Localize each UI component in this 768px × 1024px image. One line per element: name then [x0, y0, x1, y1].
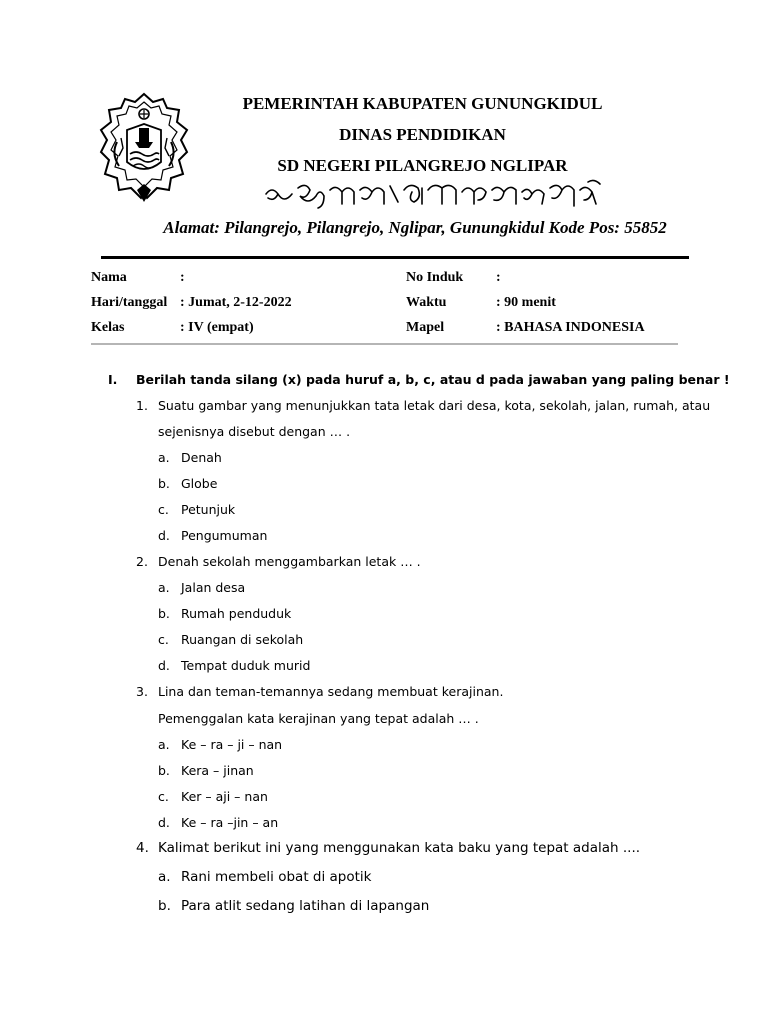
nama-label: Nama: [91, 270, 127, 285]
option-text: Ke – ra – ji – nan: [181, 737, 283, 752]
option-text: Tempat duduk murid: [181, 658, 311, 673]
javanese-script-school-name: [262, 176, 607, 218]
school-address: Alamat: Pilangrejo, Pilangrejo, Nglipar, Gunungkidul Kode Pos: 55852: [163, 218, 667, 237]
letterhead-school-name: SD NEGERI PILANGREJO NGLIPAR: [277, 156, 568, 175]
question-number: 1.: [136, 398, 148, 413]
question-number: 4.: [136, 840, 149, 856]
option-letter: b.: [158, 763, 170, 778]
option-text: Ruangan di sekolah: [181, 632, 304, 647]
question-text: Denah sekolah menggambarkan letak … .: [158, 554, 421, 569]
option-text: Denah: [181, 450, 222, 465]
option-letter: d.: [158, 658, 170, 673]
mapel-label: Mapel: [406, 320, 445, 335]
kelas-label: Kelas: [91, 320, 125, 335]
option-letter: b.: [158, 898, 171, 914]
letterhead-department-title: DINAS PENDIDIKAN: [339, 125, 506, 144]
option-letter: c.: [158, 502, 169, 517]
identity-divider: [91, 343, 678, 345]
question-text: Lina dan teman-temannya sedang membuat kerajinan.: [158, 684, 504, 699]
option-letter: a.: [158, 737, 170, 752]
option-letter: c.: [158, 789, 169, 804]
section-number: I.: [108, 372, 118, 387]
option-letter: a.: [158, 869, 171, 885]
option-text: Jalan desa: [181, 580, 246, 595]
option-letter: d.: [158, 815, 170, 830]
option-text: Petunjuk: [181, 502, 236, 517]
mapel-value: : BAHASA INDONESIA: [496, 320, 645, 335]
option-letter: d.: [158, 528, 170, 543]
nama-value: :: [180, 270, 185, 285]
option-letter: b.: [158, 606, 170, 621]
option-text: Ker – aji – nan: [181, 789, 268, 804]
option-text: Para atlit sedang latihan di lapangan: [181, 898, 430, 914]
waktu-value: : 90 menit: [496, 295, 556, 310]
option-text: Kera – jinan: [181, 763, 254, 778]
kelas-value: : IV (empat): [180, 320, 254, 335]
option-text: Ke – ra –jin – an: [181, 815, 279, 830]
option-text: Rani membeli obat di apotik: [181, 869, 372, 885]
question-text-continued: Pemenggalan kata kerajinan yang tepat adalah … .: [158, 711, 479, 726]
question-text-continued: sejenisnya disebut dengan … .: [158, 424, 351, 439]
letterhead-government-title: PEMERINTAH KABUPATEN GUNUNGKIDUL: [242, 94, 603, 113]
option-letter: a.: [158, 450, 170, 465]
option-text: Globe: [181, 476, 218, 491]
question-number: 3.: [136, 684, 148, 699]
question-text: Kalimat berikut ini yang menggunakan kata baku yang tepat adalah ....: [158, 840, 641, 856]
no-induk-value: :: [496, 270, 501, 285]
letterhead-divider: [101, 256, 689, 259]
option-letter: b.: [158, 476, 170, 491]
option-text: Rumah penduduk: [181, 606, 292, 621]
hari-tanggal-value: : Jumat, 2-12-2022: [180, 295, 292, 310]
waktu-label: Waktu: [406, 295, 447, 310]
option-text: Pengumuman: [181, 528, 268, 543]
hari-tanggal-label: Hari/tanggal: [91, 295, 168, 310]
question-text: Suatu gambar yang menunjukkan tata letak dari desa, kota, sekolah, jalan, rumah, atau: [158, 398, 711, 413]
section-instruction: Berilah tanda silang (x) pada huruf a, b, c, atau d pada jawaban yang paling benar !: [136, 372, 730, 387]
option-letter: c.: [158, 632, 169, 647]
no-induk-label: No Induk: [406, 270, 464, 285]
option-letter: a.: [158, 580, 170, 595]
question-number: 2.: [136, 554, 148, 569]
